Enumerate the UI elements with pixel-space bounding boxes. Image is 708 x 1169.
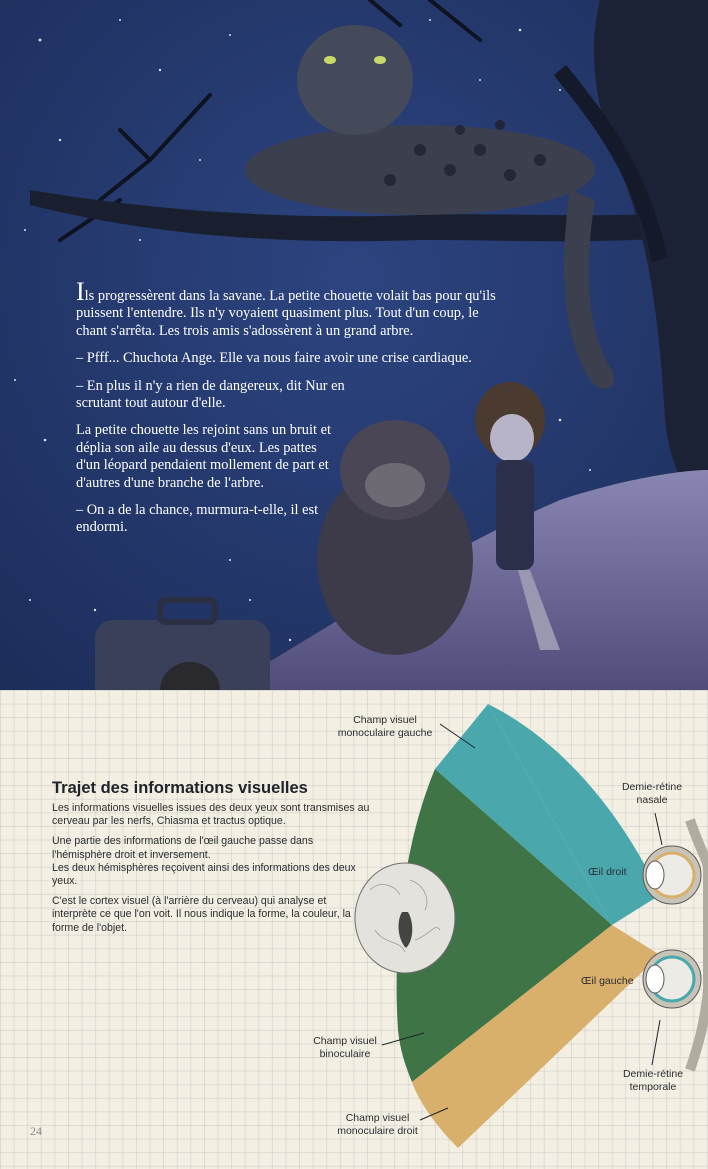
story-paragraph-3: – En plus il n'y a rien de dangereux, dit Nur en scrutant tout autour d'elle. [76, 377, 345, 412]
info-paragraph-2a: Une partie des informations de l'œil gauche passe dans l'hémisphère droit et inversement. [52, 835, 314, 861]
label-demie-retine-nasale: Demie-rétine nasale [621, 781, 683, 806]
story-paragraph-5: – On a de la chance, murmura-t-elle, il est endormi. [76, 502, 319, 536]
label-champ-mono-gauche: Champ visuel monoculaire gauche [337, 714, 433, 739]
label-oeil-gauche: Œil gauche [581, 975, 634, 987]
story-paragraph-1-text: ls progressèrent dans la savane. La petite chouette volait bas pour qu'ils puissent l'entendre. Ils n'y voyaient quasiment plus. Tout d'un coup, le chant s'arrêta. Les trois amis s'adossèrent à un grand arbre. [76, 288, 496, 339]
dropcap-letter: I [76, 277, 85, 306]
story-text [76, 277, 506, 547]
story-paragraph-2: – Pfff... Chuchota Ange. Elle va nous faire avoir une crise cardiaque. [76, 350, 472, 367]
section-title: Trajet des informations visuelles [52, 779, 308, 797]
vision-diagram-section [0, 690, 708, 1169]
info-paragraph-2 [52, 835, 372, 888]
story-paragraph-4: La petite chouette les rejoint sans un bruit et déplia son aile au dessus d'eux. Les pattes d'un léopard pendaient mollement de part et d'autres d'une branche de l'arbre. [76, 422, 331, 491]
info-text [52, 802, 372, 942]
eye-right-icon [643, 846, 701, 904]
info-paragraph-3: C'est le cortex visuel (à l'arrière du cerveau) qui analyse et interprète ce que l'on voit. Il nous indique la forme, la couleur, la forme de l'objet. [52, 895, 351, 934]
info-paragraph-1: Les informations visuelles issues des deux yeux sont transmises au cerveau par les nerfs, Chiasma et tractus optique. [52, 802, 370, 828]
label-demie-retine-temporale: Demie-rétine temporale [622, 1068, 684, 1093]
page-number: 24 [30, 1124, 42, 1138]
label-oeil-droit: Œil droit [588, 866, 627, 878]
info-paragraph-2b: Les deux hémisphères reçoivent ainsi des informations des deux yeux. [52, 861, 356, 888]
label-champ-mono-droit: Champ visuel monoculaire droit [337, 1112, 418, 1137]
story-paragraph-1 [76, 277, 506, 340]
eye-left-icon [643, 950, 701, 1008]
label-champ-binoculaire: Champ visuel binoculaire [313, 1035, 377, 1060]
